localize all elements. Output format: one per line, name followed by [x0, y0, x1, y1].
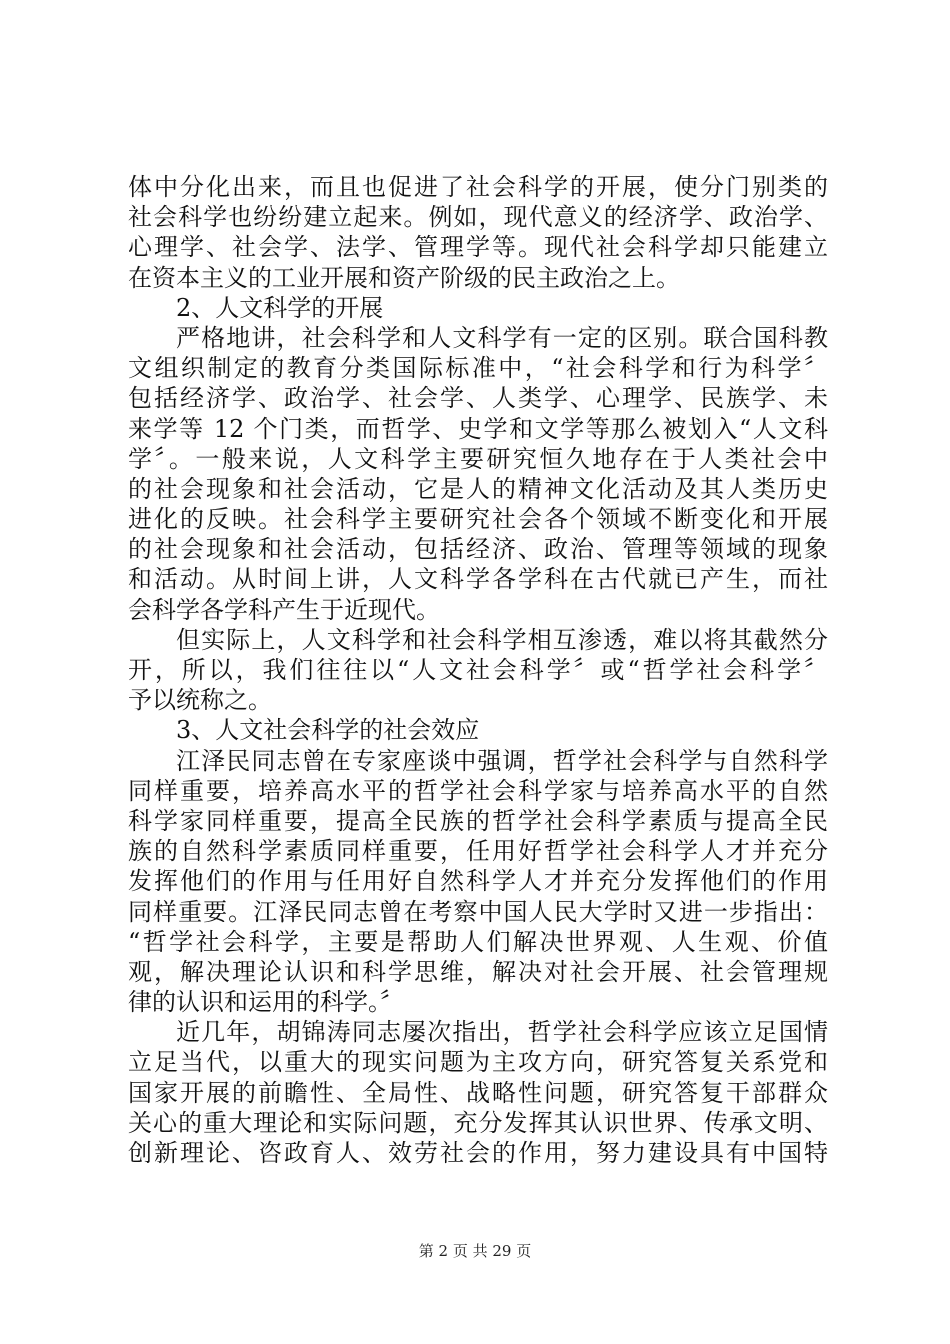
text-line: 心理学、社会学、法学、管理学等。现代社会科学却只能建立: [128, 233, 828, 262]
text-line: 2、人文科学的开展: [176, 293, 384, 322]
text-line: 学〞。一般来说，人文科学主要研究恒久地存在于人类社会中: [128, 444, 828, 473]
text-line: 族的自然科学素质同样重要，任用好哲学社会科学人才并充分: [128, 837, 828, 866]
text-line: 3、人文社会科学的社会效应: [176, 716, 480, 745]
text-line: 的社会现象和社会活动，包括经济、政治、管理等领域的现象: [128, 535, 828, 564]
page-footer: 第 2 页 共 29 页: [418, 1242, 532, 1260]
text-line: 国家开展的前瞻性、全局性、战略性问题，研究答复干部群众: [128, 1078, 828, 1107]
text-line: 予以统称之。: [128, 686, 272, 715]
text-line: 近几年，胡锦涛同志屡次指出，哲学社会科学应该立足国情: [176, 1018, 828, 1047]
text-line: 立足当代，以重大的现实问题为主攻方向，研究答复关系党和: [128, 1048, 828, 1077]
text-line: 文组织制定的教育分类国际标准中，“社会科学和行为科学〞: [128, 354, 828, 383]
text-line: 发挥他们的作用与任用好自然科学人才并充分发挥他们的作用: [128, 867, 828, 896]
text-line: 在资本主义的工业开展和资产阶级的民主政治之上。: [128, 263, 680, 292]
text-line: 观，解决理论认识和科学思维，解决对社会开展、社会管理规: [128, 957, 828, 986]
text-line: 包括经济学、政治学、社会学、人类学、心理学、民族学、未: [128, 384, 828, 413]
text-line: 关心的重大理论和实际问题，充分发挥其认识世界、传承文明、: [128, 1108, 828, 1137]
text-line: “哲学社会科学，主要是帮助人们解决世界观、人生观、价值: [128, 927, 828, 956]
text-line: 会科学各学科产生于近现代。: [128, 595, 440, 624]
text-line: 同样重要。江泽民同志曾在考察中国人民大学时又进一步指出：: [128, 897, 828, 926]
text-line: 但实际上，人文科学和社会科学相互渗透，难以将其截然分: [176, 625, 828, 654]
body-text: [128, 172, 828, 1168]
text-line: 严格地讲，社会科学和人文科学有一定的区别。联合国科教: [176, 323, 828, 352]
text-line: 律的认识和运用的科学。〞: [128, 988, 404, 1017]
text-line: 同样重要，培养高水平的哲学社会科学家与培养高水平的自然: [128, 776, 828, 805]
text-line: 来学等 12 个门类，而哲学、史学和文学等那么被划入“人文科: [128, 414, 828, 443]
text-line: 开，所以，我们往往以“人文社会科学〞或“哲学社会科学〞: [128, 656, 828, 684]
text-line: 和活动。从时间上讲，人文科学各学科在古代就已产生，而社: [128, 565, 828, 594]
text-line: 创新理论、咨政育人、效劳社会的作用，努力建设具有中国特: [128, 1139, 828, 1167]
text-line: 科学家同样重要，提高全民族的哲学社会科学素质与提高全民: [128, 806, 828, 835]
text-line: 进化的反映。社会科学主要研究社会各个领域不断变化和开展: [128, 505, 828, 534]
text-line: 社会科学也纷纷建立起来。例如，现代意义的经济学、政治学、: [128, 203, 828, 232]
text-line: 体中分化出来，而且也促进了社会科学的开展，使分门别类的: [128, 173, 828, 201]
text-line: 的社会现象和社会活动，它是人的精神文化活动及其人类历史: [128, 474, 828, 503]
text-line: 江泽民同志曾在专家座谈中强调，哲学社会科学与自然科学: [176, 746, 828, 775]
